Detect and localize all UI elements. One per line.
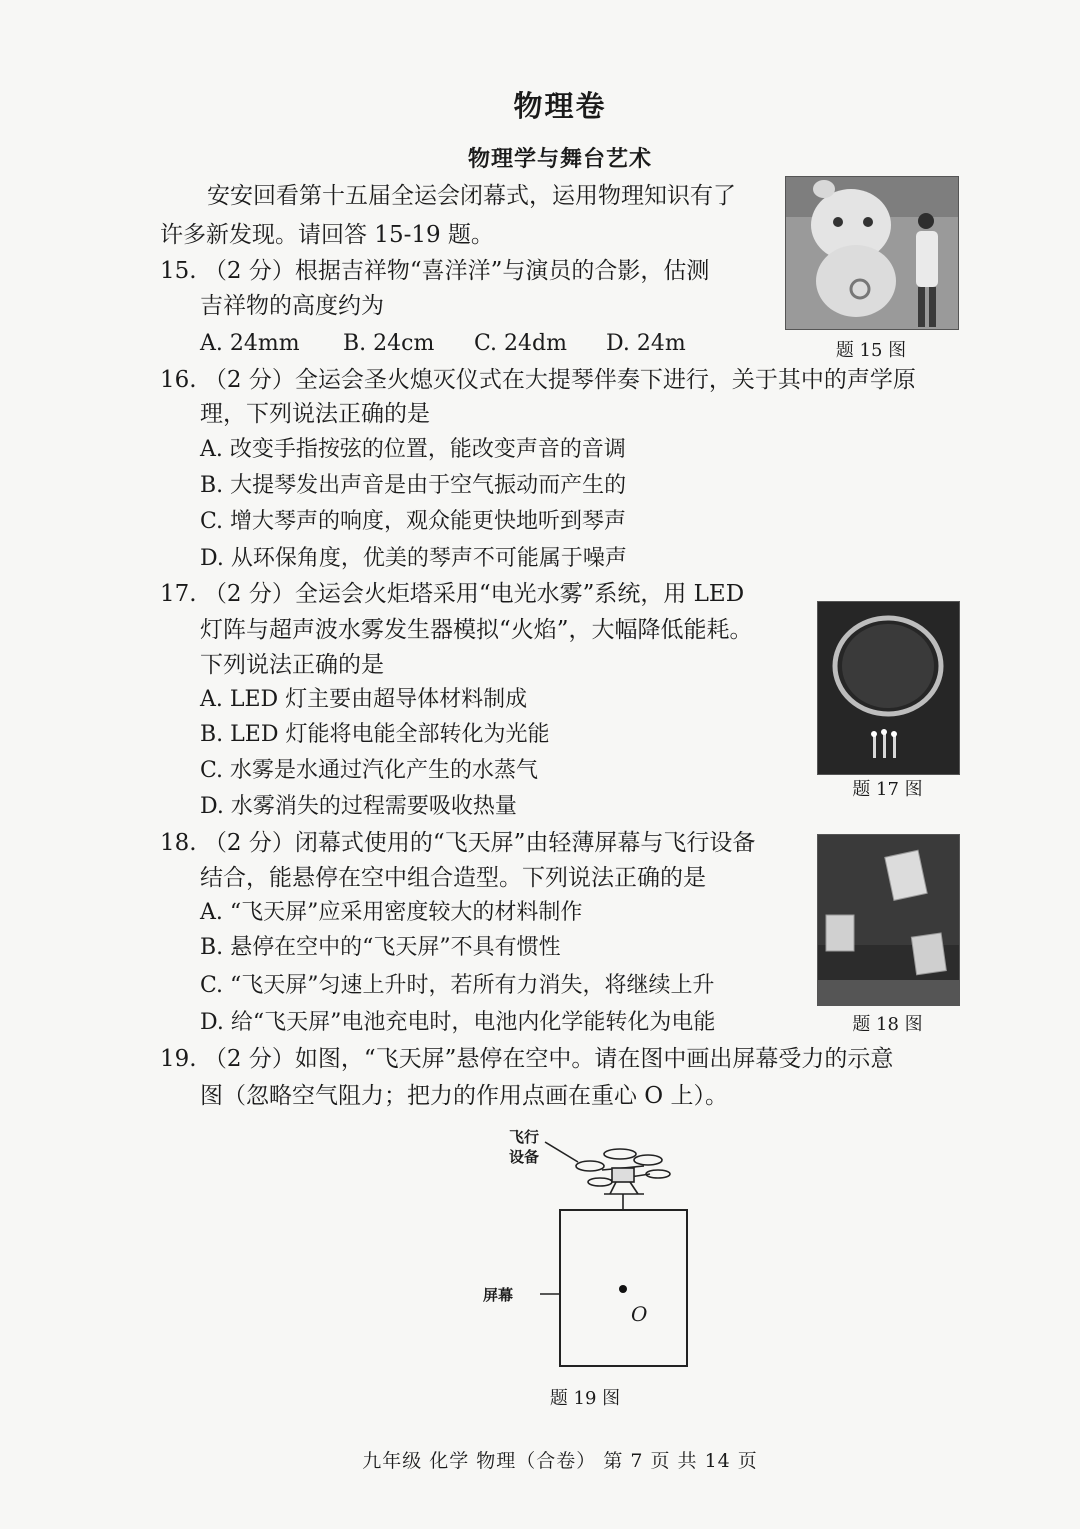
q16-option-a: A. 改变手指按弦的位置，能改变声音的音调 [200, 437, 626, 462]
q19-figure-caption: 题 19 图 [549, 1388, 621, 1409]
page-footer: 九年级 化学 物理（合卷） 第 7 页 共 14 页 [362, 1450, 758, 1472]
q18-option-c: C. “飞天屏”匀速上升时，若所有力消失，将继续上升 [200, 973, 715, 998]
q15-option-c: C. 24dm [474, 331, 567, 356]
q15-stem-line-1: 15. （2 分）根据吉祥物“喜洋洋”与演员的合影，估测 [160, 258, 710, 284]
q17-option-b: B. LED 灯能将电能全部转化为光能 [200, 722, 550, 747]
device-label-line-2: 设备 [509, 1148, 540, 1166]
drone-icon [545, 1142, 670, 1210]
q15-option-a: A. 24mm [200, 331, 300, 356]
q16-stem-line-2: 理，下列说法正确的是 [200, 401, 430, 427]
q16-option-b: B. 大提琴发出声音是由于空气振动而产生的 [200, 473, 627, 498]
screen-label: 屏幕 [483, 1286, 514, 1304]
section-subtitle: 物理学与舞台艺术 [467, 147, 652, 172]
device-label-line-1: 飞行 [509, 1128, 540, 1146]
q17-stem-line-1: 17. （2 分）全运会火炬塔采用“电光水雾”系统，用 LED [160, 581, 745, 607]
flying-screen-diagram [540, 1130, 710, 1370]
q17-figure-caption: 题 17 图 [852, 779, 923, 800]
q15-option-b: B. 24cm [343, 331, 435, 356]
flying-screen-photo [817, 834, 960, 1006]
q18-figure-caption: 题 18 图 [852, 1014, 923, 1035]
center-of-gravity-label: O [631, 1302, 648, 1326]
torch-tower-photo [817, 601, 960, 775]
q19-stem-line-2: 图（忽略空气阻力；把力的作用点画在重心 O 上）。 [200, 1083, 728, 1109]
q17-option-c: C. 水雾是水通过汽化产生的水蒸气 [200, 758, 539, 783]
q18-stem-line-2: 结合，能悬停在空中组合造型。下列说法正确的是 [200, 865, 706, 891]
q16-option-d: D. 从环保角度，优美的琴声不可能属于噪声 [200, 546, 627, 571]
q17-option-d: D. 水雾消失的过程需要吸收热量 [200, 794, 517, 819]
q18-option-d: D. 给“飞天屏”电池充电时，电池内化学能转化为电能 [200, 1010, 716, 1035]
q17-option-a: A. LED 灯主要由超导体材料制成 [200, 687, 528, 712]
q18-option-b: B. 悬停在空中的“飞天屏”不具有惯性 [200, 935, 561, 960]
q15-option-d: D. 24m [606, 331, 686, 356]
center-of-gravity-point [619, 1285, 627, 1293]
q16-stem-line-1: 16. （2 分）全运会圣火熄灭仪式在大提琴伴奏下进行，关于其中的声学原 [160, 367, 916, 393]
q16-option-c: C. 增大琴声的响度，观众能更快地听到琴声 [200, 509, 627, 534]
q19-stem-line-1: 19. （2 分）如图，“飞天屏”悬停在空中。请在图中画出屏幕受力的示意 [160, 1046, 894, 1072]
q18-option-a: A. “飞天屏”应采用密度较大的材料制作 [200, 900, 583, 925]
q17-stem-line-3: 下列说法正确的是 [200, 652, 384, 678]
page-title: 物理卷 [513, 89, 607, 123]
q15-stem-line-2: 吉祥物的高度约为 [200, 293, 384, 319]
intro-line-2: 许多新发现。请回答 15-19 题。 [160, 222, 494, 248]
q17-stem-line-2: 灯阵与超声波水雾发生器模拟“火焰”，大幅降低能耗。 [200, 617, 753, 643]
q18-stem-line-1: 18. （2 分）闭幕式使用的“飞天屏”由轻薄屏幕与飞行设备 [160, 830, 756, 856]
mascot-photo [785, 176, 959, 330]
q15-figure-caption: 题 15 图 [835, 340, 907, 361]
intro-line-1: 安安回看第十五届全运会闭幕式，运用物理知识有了 [207, 183, 736, 209]
